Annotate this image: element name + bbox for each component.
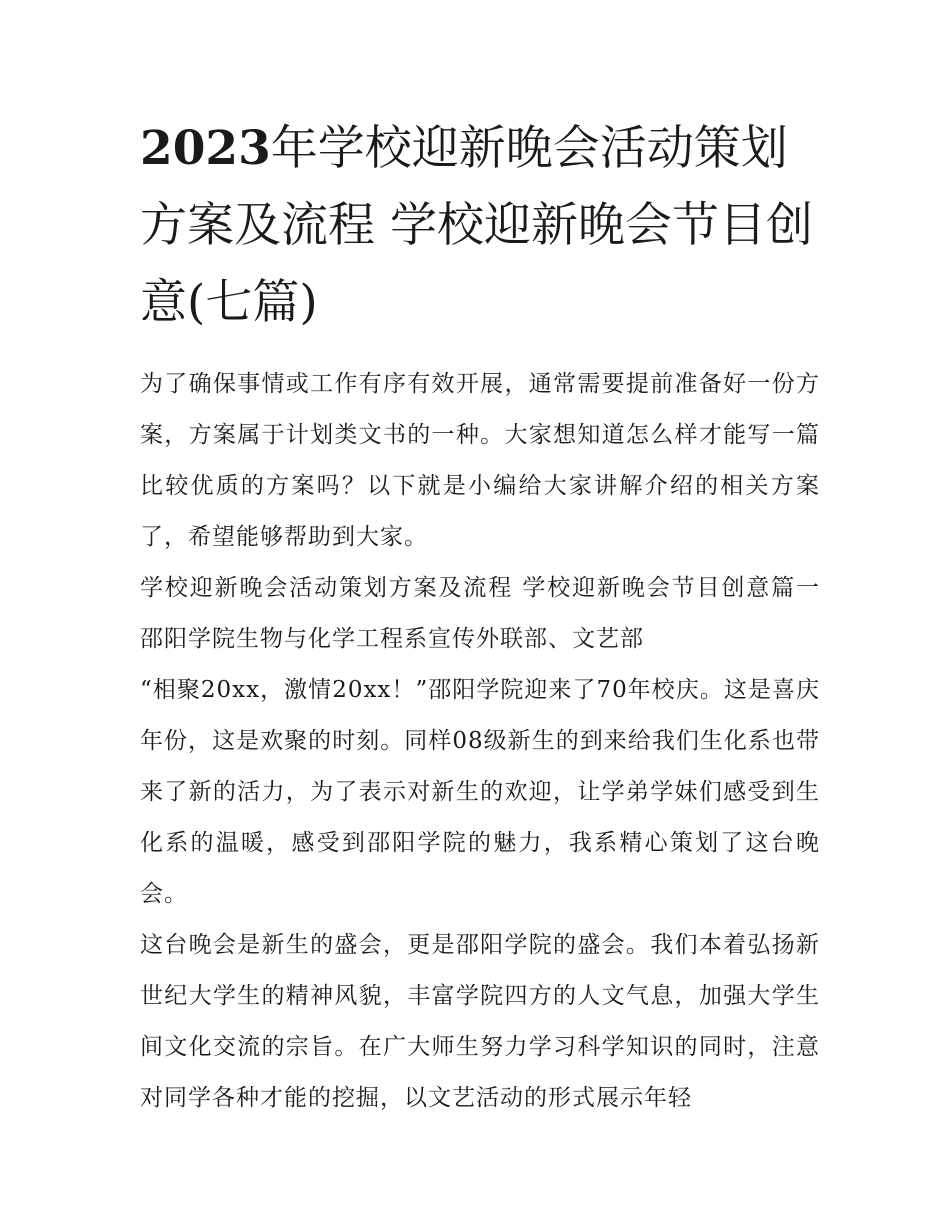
paragraph-purpose: 这台晚会是新生的盛会，更是邵阳学院的盛会。我们本着弘扬新世纪大学生的精神风貌，丰富学院四方的人文气息，加强大学生间文化交流的宗旨。在广大师生努力学习科学知识的同时，注意对同学各种才能的挖掘，以文艺活动的形式展示年轻 xyxy=(140,932,820,1111)
title-text: 年学校迎新晚会活动策划方案及流程 学校迎新晚会节目创意(七篇) xyxy=(140,121,813,330)
document-page xyxy=(140,110,820,1124)
document-title xyxy=(140,110,820,341)
document-body xyxy=(140,359,820,1124)
paragraph-section-heading: 学校迎新晚会活动策划方案及流程 学校迎新晚会节目创意篇一 邵阳学院生物与化学工程系宣传外联部、文艺部 xyxy=(140,575,820,652)
title-year: 2023 xyxy=(140,121,271,176)
paragraph-intro: 为了确保事情或工作有序有效开展，通常需要提前准备好一份方案，方案属于计划类文书的一种。大家想知道怎么样才能写一篇比较优质的方案吗？以下就是小编给大家讲解介绍的相关方案了，希望能够帮助到大家。 xyxy=(140,371,820,550)
paragraph-anniversary: “相聚20xx，激情20xx！”邵阳学院迎来了70年校庆。这是喜庆年份，这是欢聚的时刻。同样08级新生的到来给我们生化系也带来了新的活力，为了表示对新生的欢迎，让学弟学妹们感受到生化系的温暖，感受到邵阳学院的魅力，我系精心策划了这台晚会。 xyxy=(140,677,820,907)
